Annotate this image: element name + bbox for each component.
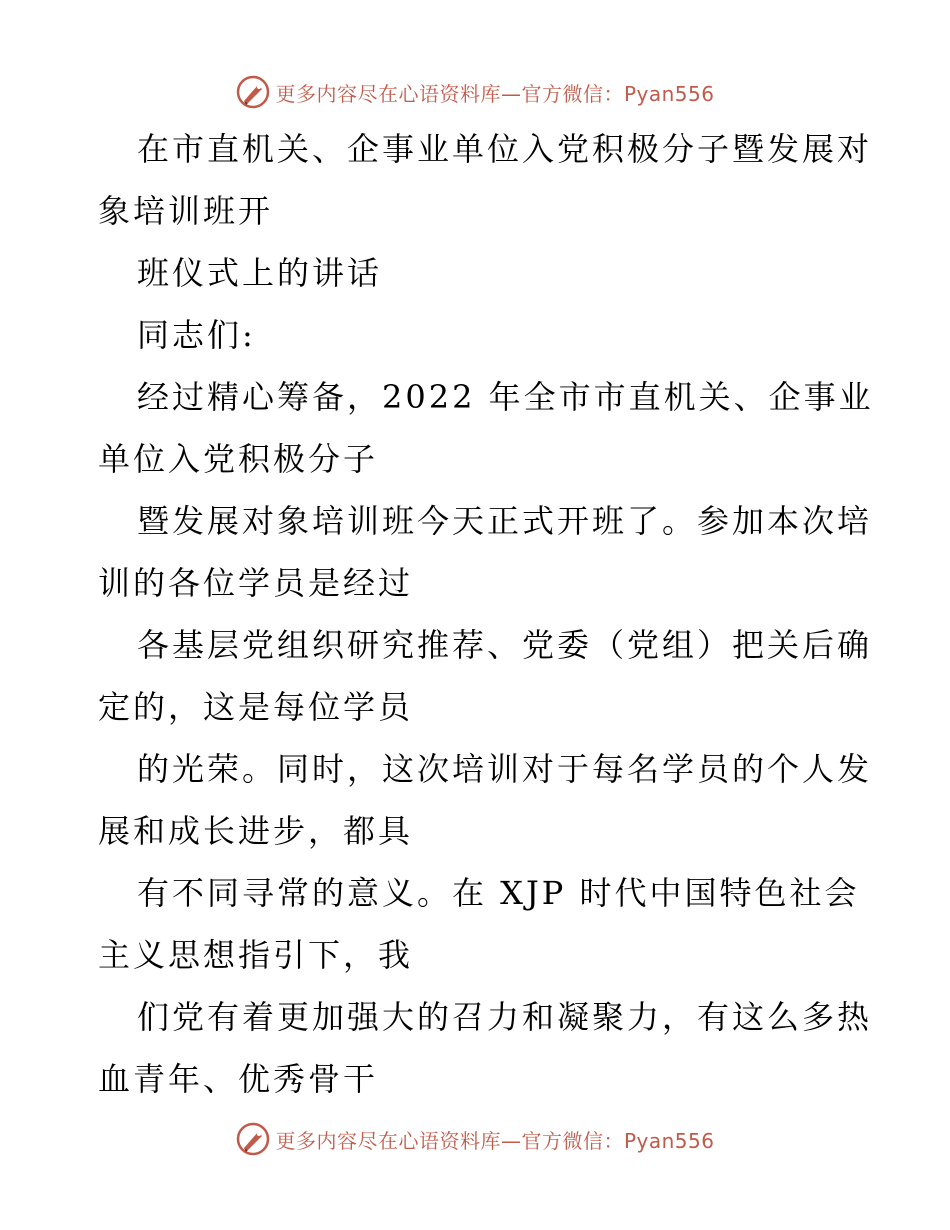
text-line: 的光荣。同时，这次培训对于每名学员的个人发 <box>137 750 873 788</box>
text-line: 血青年、优秀骨干 <box>98 1060 379 1098</box>
text-line: 象培训班开 <box>98 192 274 230</box>
text-line: 们党有着更加强大的召力和凝聚力，有这么多热 <box>137 998 873 1036</box>
document-body <box>98 118 874 1110</box>
pen-logo-icon <box>235 74 271 110</box>
text-line: 暨发展对象培训班今天正式开班了。参加本次培 <box>137 502 873 540</box>
text-line: 班仪式上的讲话 <box>137 254 383 292</box>
text-line: 定的，这是每位学员 <box>98 688 414 726</box>
text-line: 单位入党积极分子 <box>98 440 379 478</box>
text-line: 经过精心筹备，2022 年全市市直机关、企事业 <box>137 378 874 416</box>
watermark-text: 更多内容尽在心语资料库—官方微信：Pyan556 <box>275 1128 715 1153</box>
watermark-text: 更多内容尽在心语资料库—官方微信：Pyan556 <box>275 81 715 106</box>
text-line: 同志们: <box>137 316 256 354</box>
text-line: 主义思想指引下，我 <box>98 936 414 974</box>
text-line: 在市直机关、企事业单位入党积极分子暨发展对 <box>137 130 873 168</box>
footer-watermark <box>0 1119 950 1159</box>
header-watermark <box>0 72 950 112</box>
text-line: 训的各位学员是经过 <box>98 564 414 602</box>
text-line: 各基层党组织研究推荐、党委（党组）把关后确 <box>137 626 873 664</box>
pen-logo-icon <box>235 1121 271 1157</box>
text-line: 展和成长进步，都具 <box>98 812 414 850</box>
text-line: 有不同寻常的意义。在 XJP 时代中国特色社会 <box>137 874 860 912</box>
